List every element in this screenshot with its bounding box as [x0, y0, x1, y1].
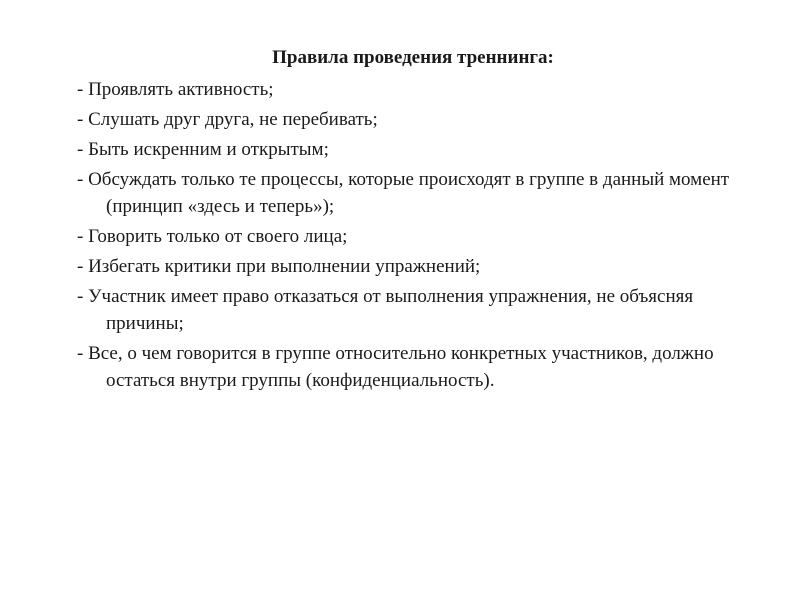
- rule-item: - Избегать критики при выполнении упражнений;: [77, 256, 481, 277]
- rule-item: - Проявлять активность;: [77, 79, 274, 100]
- rule-item: - Быть искренним и открытым;: [77, 139, 329, 160]
- rule-item: - Обсуждать только те процессы, которые происходят в группе в данный момент (принцип «здесь и теперь»);: [77, 169, 730, 217]
- rule-item: - Участник имеет право отказаться от выполнения упражнения, не объясняя причины;: [77, 286, 694, 334]
- rules-list: [77, 76, 767, 397]
- slide-title: Правила проведения треннинга:: [272, 47, 554, 68]
- rule-item: - Все, о чем говорится в группе относительно конкретных участников, должно остаться внутри группы (конфиденциальность).: [77, 343, 714, 391]
- rule-item: - Слушать друг друга, не перебивать;: [77, 109, 378, 130]
- rule-item: - Говорить только от своего лица;: [77, 226, 348, 247]
